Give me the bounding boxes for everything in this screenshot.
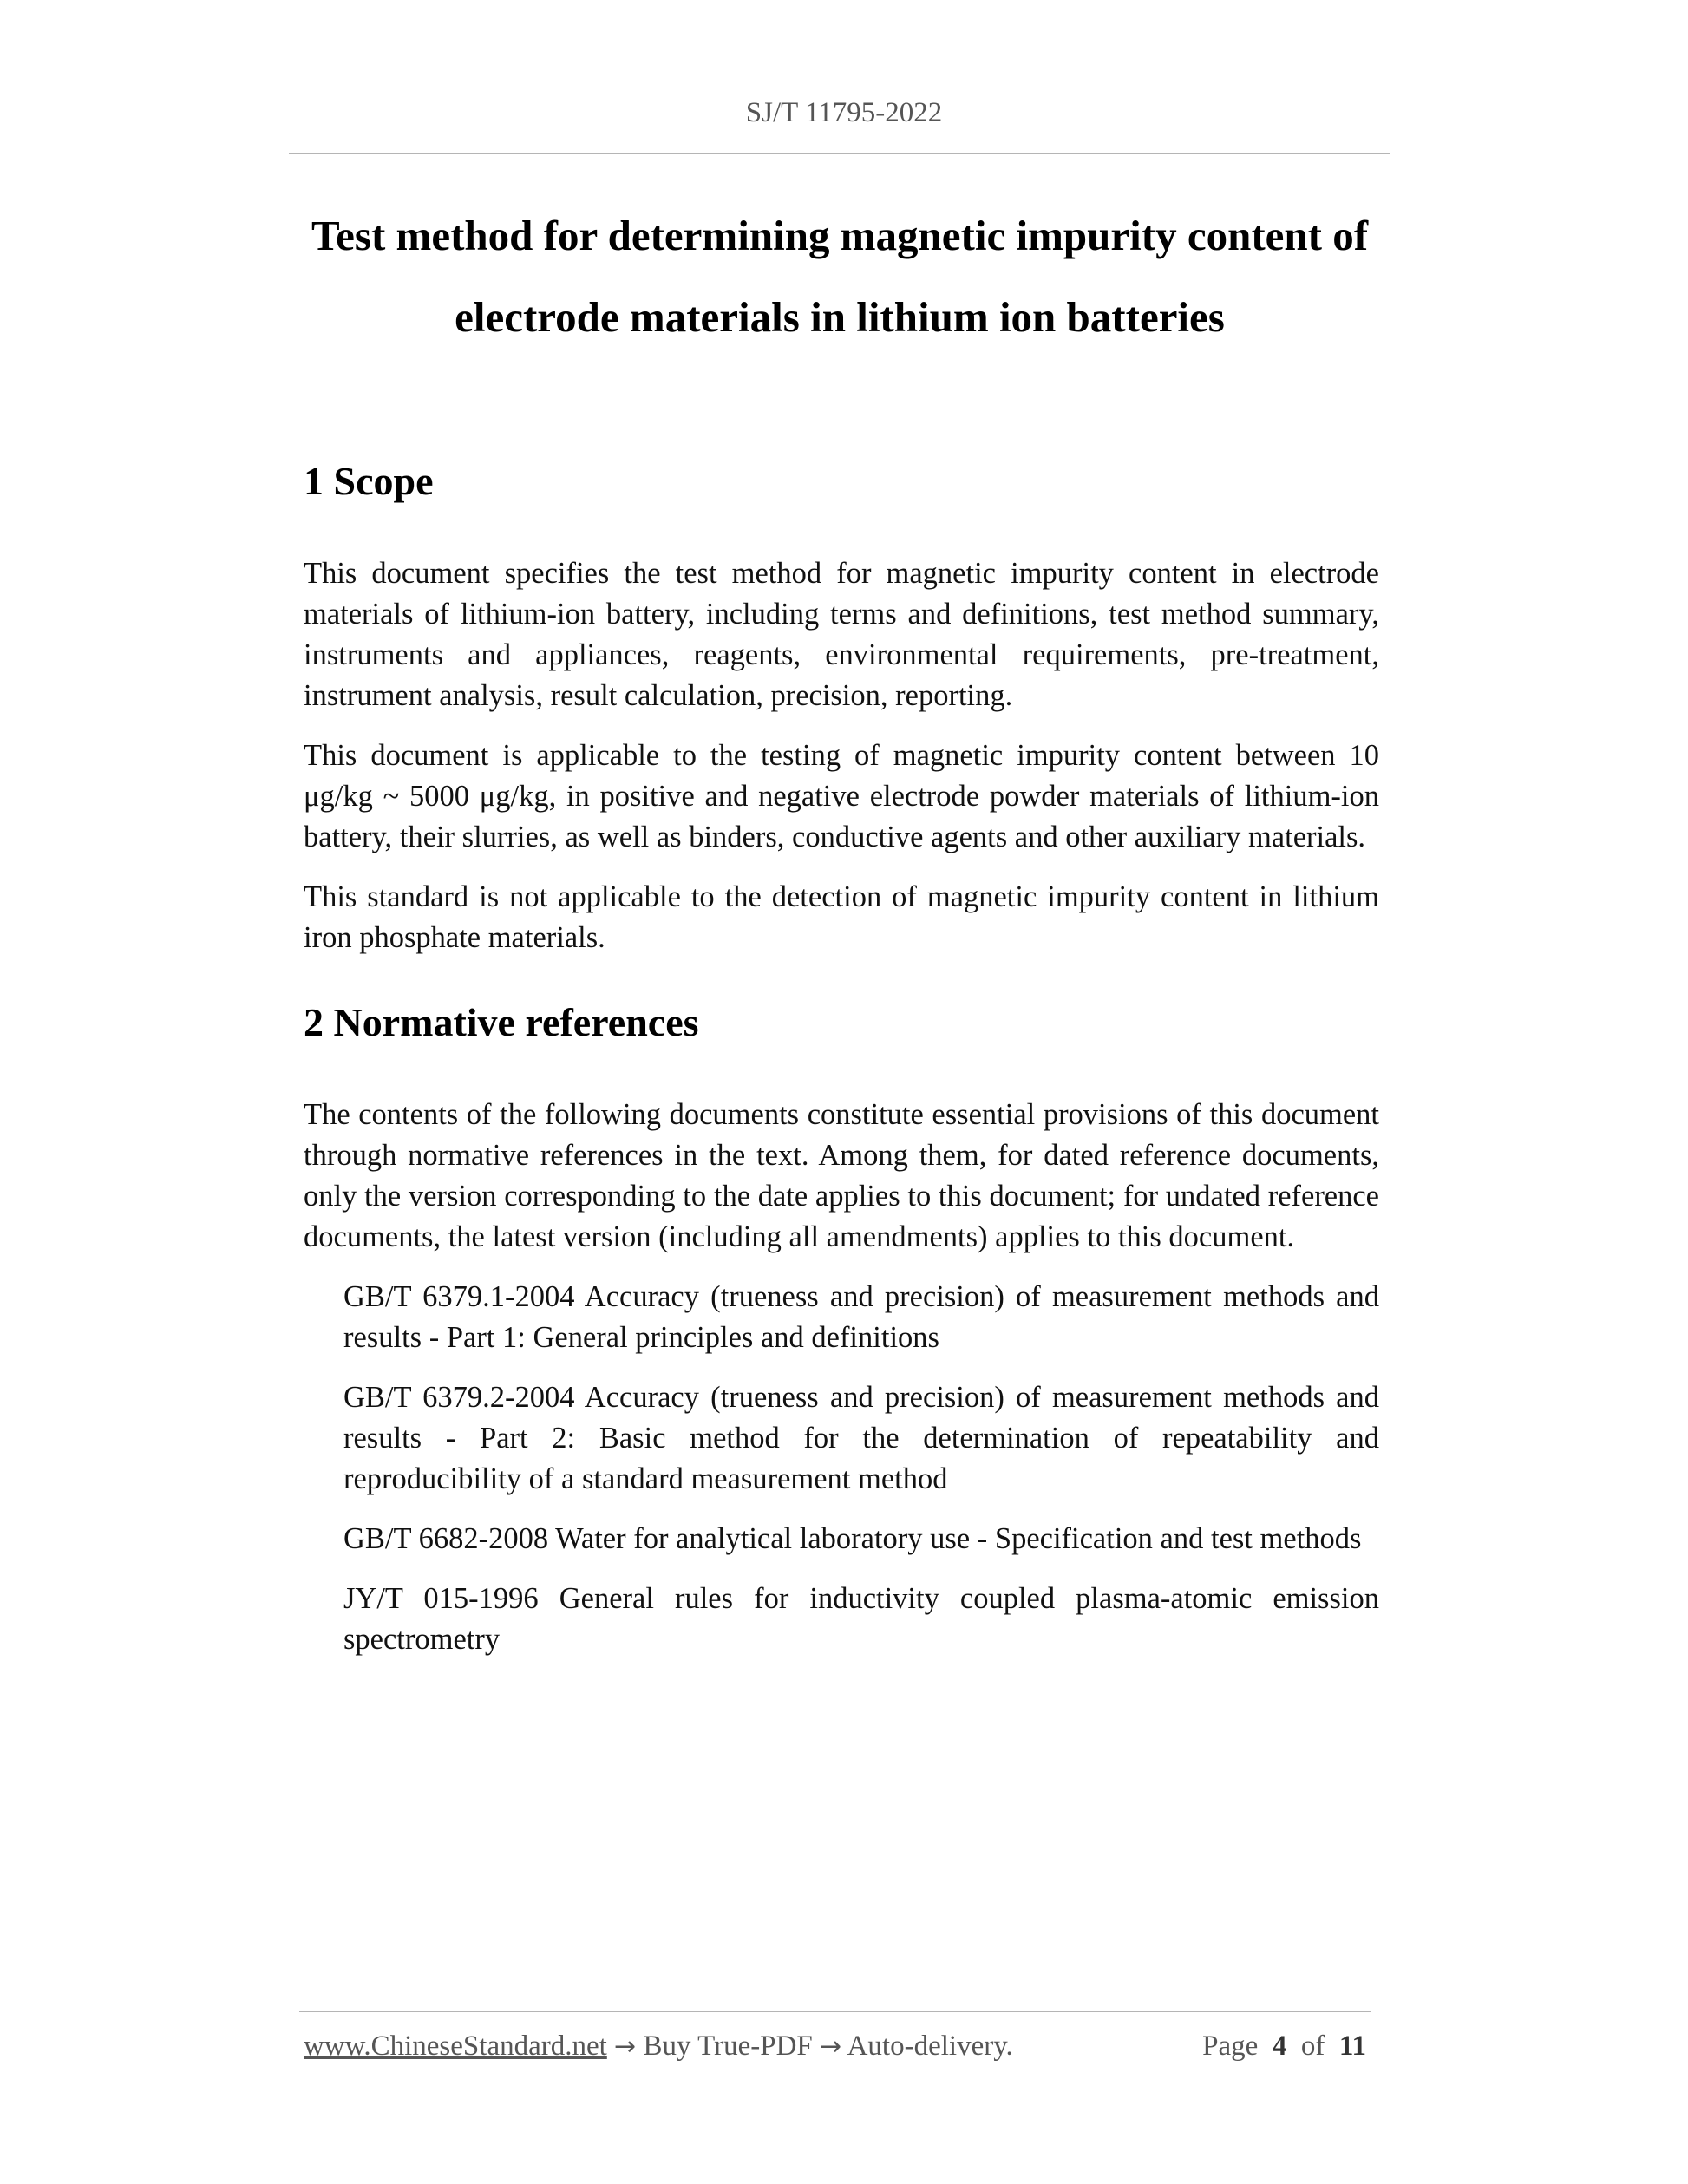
document-title-line-1: Test method for determining magnetic impurity content of — [311, 212, 1369, 259]
website-link[interactable]: www.ChineseStandard.net — [304, 2030, 607, 2062]
reference-item: GB/T 6379.1-2004 Accuracy (trueness and precision) of measurement methods and results - Part 1: General principles and definitions — [343, 1280, 1379, 1354]
page-of-label: of — [1300, 2030, 1325, 2062]
document-title — [289, 195, 1390, 358]
scope-paragraph-1: This document specifies the test method for magnetic impurity content in electrode materials of lithium-ion battery, including terms and definitions, test method summary, instruments and appliances, reagents, environmental requirements, pre-treatment, instrument analysis, result calculation, precision, reporting. — [304, 557, 1379, 712]
page-total: 11 — [1338, 2030, 1366, 2062]
document-title-line-2: electrode materials in lithium ion batteries — [455, 293, 1225, 341]
reference-item: JY/T 015-1996 General rules for inductivity coupled plasma-atomic emission spectrometry — [343, 1582, 1379, 1656]
section-heading-normative-references: 2 Normative references — [304, 1000, 699, 1044]
arrow-right-icon: → — [820, 2031, 842, 2062]
reference-item: GB/T 6682-2008 Water for analytical laboratory use - Specification and test methods — [343, 1522, 1362, 1555]
document-code-header: SJ/T 11795-2022 — [745, 97, 943, 128]
section-heading-scope: 1 Scope — [304, 459, 434, 503]
page-indicator — [1202, 2030, 1366, 2063]
normative-references-intro: The contents of the following documents constitute essential provisions of this document through normative references in the text. Among them, for dated reference documents, only the version corresponding to the date applies to this document; for undated reference documents, the latest version (including all amendments) applies to this document. — [304, 1098, 1379, 1253]
page-current: 4 — [1272, 2030, 1287, 2062]
footer-step-delivery: Auto-delivery. — [847, 2030, 1013, 2062]
document-body — [304, 455, 1379, 1660]
footer-divider — [299, 2011, 1371, 2012]
scope-paragraph-2: This document is applicable to the testing of magnetic impurity content between 10 μg/kg ~ 5000 μg/kg, in positive and negative electrode powder materials of lithium-ion battery, their slurries, as well as binders, conductive agents and other auxiliary materials. — [304, 739, 1379, 853]
page-label: Page — [1202, 2030, 1259, 2062]
scope-paragraph-3: This standard is not applicable to the detection of magnetic impurity content in lithium iron phosphate materials. — [304, 880, 1379, 954]
reference-item: GB/T 6379.2-2004 Accuracy (trueness and precision) of measurement methods and results - Part 2: Basic method for the determination of repeatability and reproducibility of a standard measurement method — [343, 1381, 1379, 1495]
footer-step-buy: Buy True-PDF — [643, 2030, 813, 2062]
arrow-right-icon: → — [614, 2031, 637, 2062]
footer-purchase-info — [304, 2030, 1013, 2063]
page-footer — [304, 2030, 1366, 2069]
header-divider — [289, 153, 1390, 154]
